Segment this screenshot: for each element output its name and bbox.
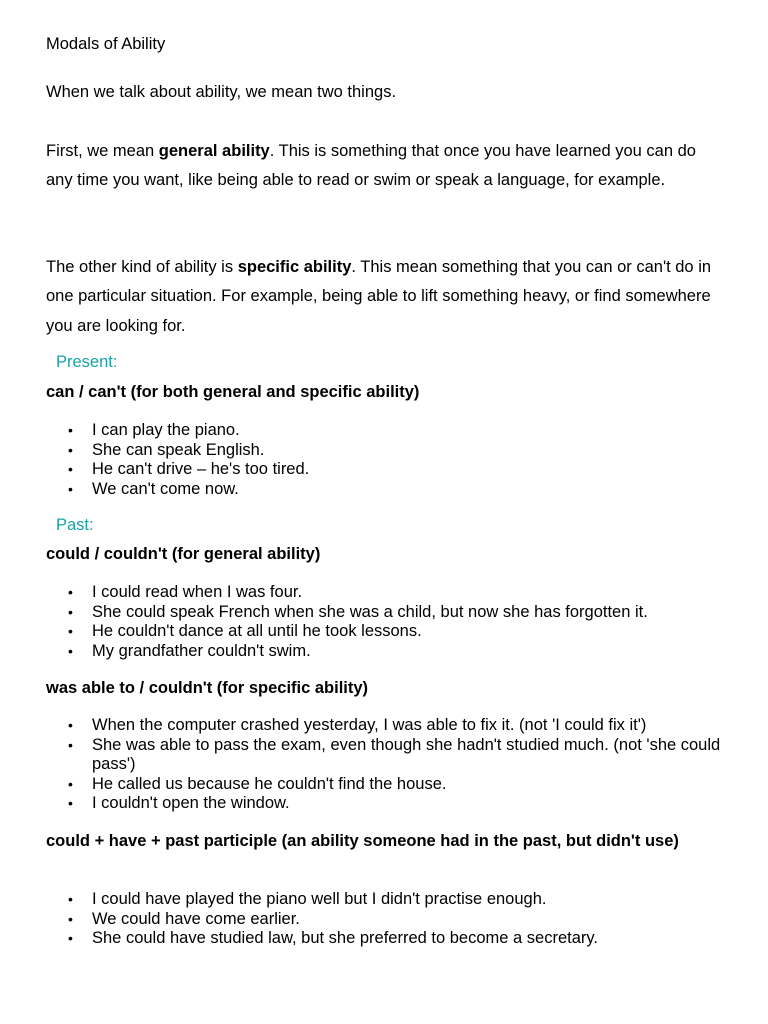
past-heading: could / couldn't (for general ability) (46, 545, 321, 563)
bullet-icon: • (68, 480, 73, 497)
document-title: Modals of Ability (46, 35, 166, 53)
general-ability-term: general ability (158, 142, 270, 160)
was-able-heading: was able to / couldn't (for specific ability) (46, 679, 369, 697)
bullet-icon: • (68, 422, 73, 438)
bullet-icon: • (68, 736, 73, 753)
general-text-after: . This is something that once you have learned you can do any time you want, like being able to read or swim or speak a language, for example. (46, 142, 696, 190)
bullet-icon: • (68, 461, 73, 477)
bullet-icon: • (68, 891, 73, 907)
bullet-icon: • (68, 717, 73, 733)
bullet-icon: • (68, 910, 73, 927)
specific-text-before: The other kind of ability is (46, 258, 238, 276)
list-item: • We can't come now. (68, 479, 239, 498)
intro-paragraph: When we talk about ability, we mean two things. (46, 83, 397, 101)
list-item: • When the computer crashed yesterday, I was able to fix it. (not 'I could fix it') (68, 716, 647, 734)
list-item: • She was able to pass the exam, even though she hadn't studied much. (not 'she could pass') (68, 735, 721, 773)
list-item: • I could have played the piano well but I didn't practise enough. (68, 890, 547, 908)
list-item: • I could read when I was four. (68, 583, 303, 601)
bullet-icon: • (68, 623, 73, 639)
list-item: • She can speak English. (68, 440, 265, 459)
bullet-icon: • (68, 642, 73, 659)
present-label: Present: (56, 353, 118, 371)
list-item: • She could speak French when she was a child, but now she has forgotten it. (68, 602, 648, 621)
could-have-list (46, 890, 726, 949)
specific-ability-term: specific ability (237, 258, 352, 276)
list-item: • We could have come earlier. (68, 909, 300, 928)
past-label: Past: (56, 516, 94, 534)
general-ability-paragraph (46, 137, 716, 196)
bullet-icon: • (68, 584, 73, 600)
list-item: • He called us because he couldn't find the house. (68, 774, 447, 793)
bullet-icon: • (68, 441, 73, 458)
list-item: • I couldn't open the window. (68, 794, 290, 812)
list-item: • I can play the piano. (68, 421, 240, 439)
list-item: • She could have studied law, but she preferred to become a secretary. (68, 929, 598, 947)
list-item: • He can't drive – he's too tired. (68, 460, 310, 478)
present-list (46, 421, 726, 499)
bullet-icon: • (68, 930, 73, 946)
bullet-icon: • (68, 603, 73, 620)
list-item: • He couldn't dance at all until he took lessons. (68, 622, 422, 640)
present-heading: can / can't (for both general and specific ability) (46, 383, 420, 401)
specific-text-after: . This mean something that you can or can't do in one particular situation. For example, being able to lift something heavy, or find somewhere you are looking for. (46, 258, 712, 335)
general-text-before: First, we mean (46, 142, 159, 160)
list-item: • My grandfather couldn't swim. (68, 641, 311, 660)
bullet-icon: • (68, 775, 73, 792)
was-able-list (46, 716, 726, 814)
bullet-icon: • (68, 795, 73, 811)
could-have-heading: could + have + past participle (an ability someone had in the past, but didn't use) (46, 832, 679, 850)
past-list (46, 583, 726, 661)
specific-ability-paragraph (46, 253, 716, 341)
